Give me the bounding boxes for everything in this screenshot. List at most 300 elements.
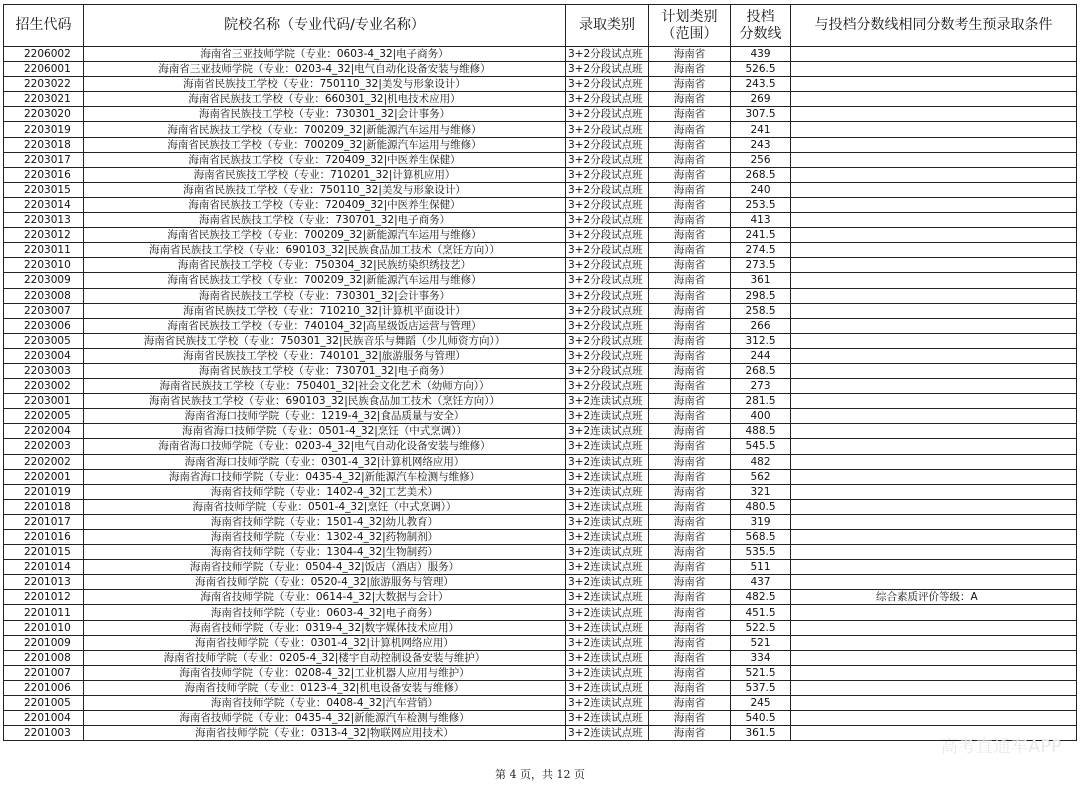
cell-score-line: 451.5 [731,605,791,620]
cell-code: 2201016 [4,530,84,545]
table-row [4,228,1077,243]
cell-tie-condition [791,379,1077,394]
cell-plan-type: 海南省 [649,288,731,303]
cell-code: 2203015 [4,182,84,197]
cell-tie-condition [791,273,1077,288]
cell-plan-type: 海南省 [649,258,731,273]
cell-tie-condition [791,182,1077,197]
cell-plan-type: 海南省 [649,137,731,152]
cell-admission-type: 3+2连读试点班 [566,484,649,499]
cell-admission-type: 3+2分段试点班 [566,182,649,197]
table-row [4,47,1077,62]
admission-score-table [3,4,1077,741]
cell-admission-type: 3+2连读试点班 [566,590,649,605]
cell-admission-type: 3+2连读试点班 [566,409,649,424]
cell-code: 2203017 [4,152,84,167]
cell-code: 2202001 [4,469,84,484]
cell-tie-condition [791,213,1077,228]
cell-tie-condition [791,560,1077,575]
cell-admission-type: 3+2分段试点班 [566,107,649,122]
cell-admission-type: 3+2分段试点班 [566,273,649,288]
cell-score-line: 312.5 [731,333,791,348]
table-row [4,77,1077,92]
table-row [4,711,1077,726]
cell-plan-type: 海南省 [649,680,731,695]
cell-plan-type: 海南省 [649,273,731,288]
cell-code: 2203006 [4,318,84,333]
cell-admission-type: 3+2分段试点班 [566,92,649,107]
cell-code: 2203011 [4,243,84,258]
cell-school-name: 海南省民族技工学校（专业：700209_32|新能源汽车运用与维修） [84,122,566,137]
cell-score-line: 334 [731,650,791,665]
cell-code: 2202005 [4,409,84,424]
cell-admission-type: 3+2连读试点班 [566,726,649,741]
table-row [4,575,1077,590]
cell-tie-condition [791,333,1077,348]
cell-plan-type: 海南省 [649,424,731,439]
cell-school-name: 海南省民族技工学校（专业：750301_32|民族音乐与舞蹈（少儿师资方向）） [84,333,566,348]
cell-score-line: 521 [731,635,791,650]
cell-tie-condition [791,47,1077,62]
table-row [4,363,1077,378]
cell-score-line: 521.5 [731,665,791,680]
cell-code: 2203001 [4,394,84,409]
table-row [4,590,1077,605]
cell-code: 2203012 [4,228,84,243]
cell-code: 2203002 [4,379,84,394]
cell-admission-type: 3+2分段试点班 [566,122,649,137]
cell-code: 2203009 [4,273,84,288]
cell-admission-type: 3+2连读试点班 [566,439,649,454]
cell-school-name: 海南省海口技师学院（专业：0301-4_32|计算机网络应用） [84,454,566,469]
cell-score-line: 273.5 [731,258,791,273]
cell-plan-type: 海南省 [649,484,731,499]
cell-tie-condition [791,394,1077,409]
cell-admission-type: 3+2连读试点班 [566,469,649,484]
cell-admission-type: 3+2分段试点班 [566,167,649,182]
cell-score-line: 274.5 [731,243,791,258]
cell-tie-condition [791,197,1077,212]
cell-tie-condition [791,680,1077,695]
cell-plan-type: 海南省 [649,514,731,529]
table-row [4,258,1077,273]
cell-code: 2203007 [4,303,84,318]
cell-code: 2201015 [4,545,84,560]
table-row [4,92,1077,107]
cell-tie-condition [791,62,1077,77]
admission-score-table-sheet [3,4,1077,741]
cell-tie-condition [791,92,1077,107]
cell-school-name: 海南省技师学院（专业：1302-4_32|药物制剂） [84,530,566,545]
cell-code: 2201003 [4,726,84,741]
cell-plan-type: 海南省 [649,530,731,545]
table-row [4,273,1077,288]
table-row [4,530,1077,545]
cell-school-name: 海南省海口技师学院（专业：0501-4_32|烹饪（中式烹调）） [84,424,566,439]
cell-school-name: 海南省技师学院（专业：0208-4_32|工业机器人应用与维护） [84,665,566,680]
cell-tie-condition [791,469,1077,484]
cell-score-line: 245 [731,696,791,711]
cell-admission-type: 3+2连读试点班 [566,680,649,695]
page-footer: 第 4 页，共 12 页 [495,768,585,781]
table-row [4,726,1077,741]
table-row [4,303,1077,318]
cell-admission-type: 3+2分段试点班 [566,379,649,394]
cell-school-name: 海南省技师学院（专业：1304-4_32|生物制药） [84,545,566,560]
cell-school-name: 海南省民族技工学校（专业：660301_32|机电技术应用） [84,92,566,107]
cell-plan-type: 海南省 [649,303,731,318]
cell-school-name: 海南省民族技工学校（专业：740104_32|高星级饭店运营与管理） [84,318,566,333]
cell-school-name: 海南省技师学院（专业：0603-4_32|电子商务） [84,605,566,620]
cell-admission-type: 3+2连读试点班 [566,635,649,650]
cell-admission-type: 3+2连读试点班 [566,696,649,711]
cell-plan-type: 海南省 [649,650,731,665]
table-row [4,197,1077,212]
cell-code: 2203004 [4,348,84,363]
cell-school-name: 海南省技师学院（专业：0408-4_32|汽车营销） [84,696,566,711]
cell-school-name: 海南省民族技工学校（专业：730701_32|电子商务） [84,213,566,228]
cell-code: 2206001 [4,62,84,77]
cell-plan-type: 海南省 [649,590,731,605]
cell-tie-condition [791,696,1077,711]
cell-tie-condition [791,167,1077,182]
table-row [4,167,1077,182]
cell-school-name: 海南省三亚技师学院（专业：0603-4_32|电子商务） [84,47,566,62]
cell-tie-condition [791,635,1077,650]
cell-score-line: 482 [731,454,791,469]
cell-school-name: 海南省民族技工学校（专业：720409_32|中医养生保健） [84,152,566,167]
cell-admission-type: 3+2连读试点班 [566,620,649,635]
cell-score-line: 540.5 [731,711,791,726]
table-row [4,107,1077,122]
table-row [4,560,1077,575]
cell-plan-type: 海南省 [649,711,731,726]
cell-score-line: 307.5 [731,107,791,122]
cell-plan-type: 海南省 [649,152,731,167]
cell-tie-condition [791,620,1077,635]
cell-admission-type: 3+2连读试点班 [566,499,649,514]
cell-tie-condition [791,122,1077,137]
cell-school-name: 海南省民族技工学校（专业：690103_32|民族食品加工技术（烹饪方向）） [84,394,566,409]
cell-code: 2201013 [4,575,84,590]
cell-tie-condition [791,424,1077,439]
cell-code: 2202002 [4,454,84,469]
cell-score-line: 241.5 [731,228,791,243]
cell-school-name: 海南省民族技工学校（专业：720409_32|中医养生保健） [84,197,566,212]
cell-score-line: 240 [731,182,791,197]
cell-plan-type: 海南省 [649,107,731,122]
cell-code: 2201018 [4,499,84,514]
cell-code: 2201012 [4,590,84,605]
header-plan-type-line2: （范围） [661,25,718,42]
cell-code: 2203019 [4,122,84,137]
cell-plan-type: 海南省 [649,560,731,575]
cell-score-line: 413 [731,213,791,228]
cell-plan-type: 海南省 [649,454,731,469]
cell-score-line: 258.5 [731,303,791,318]
table-row [4,605,1077,620]
cell-score-line: 439 [731,47,791,62]
cell-code: 2203020 [4,107,84,122]
cell-admission-type: 3+2分段试点班 [566,213,649,228]
cell-code: 2201008 [4,650,84,665]
table-row [4,665,1077,680]
cell-score-line: 537.5 [731,680,791,695]
table-row [4,439,1077,454]
cell-plan-type: 海南省 [649,635,731,650]
cell-score-line: 511 [731,560,791,575]
cell-school-name: 海南省民族技工学校（专业：740101_32|旅游服务与管理） [84,348,566,363]
header-plan-type [649,5,731,47]
cell-plan-type: 海南省 [649,122,731,137]
table-row [4,318,1077,333]
cell-tie-condition [791,650,1077,665]
cell-plan-type: 海南省 [649,167,731,182]
cell-code: 2201017 [4,514,84,529]
cell-tie-condition [791,409,1077,424]
cell-code: 2202003 [4,439,84,454]
cell-tie-condition [791,665,1077,680]
cell-score-line: 266 [731,318,791,333]
table-row [4,379,1077,394]
cell-plan-type: 海南省 [649,439,731,454]
cell-score-line: 400 [731,409,791,424]
cell-code: 2201010 [4,620,84,635]
cell-admission-type: 3+2分段试点班 [566,152,649,167]
cell-plan-type: 海南省 [649,620,731,635]
cell-code: 2203008 [4,288,84,303]
table-row [4,635,1077,650]
cell-score-line: 361 [731,273,791,288]
cell-score-line: 298.5 [731,288,791,303]
table-row [4,499,1077,514]
cell-tie-condition [791,439,1077,454]
cell-school-name: 海南省民族技工学校（专业：700209_32|新能源汽车运用与维修） [84,228,566,243]
cell-admission-type: 3+2分段试点班 [566,363,649,378]
table-row [4,152,1077,167]
header-score-line1: 投档 [746,8,775,25]
cell-school-name: 海南省技师学院（专业：0319-4_32|数字媒体技术应用） [84,620,566,635]
header-code: 招生代码 [4,5,84,47]
cell-tie-condition [791,303,1077,318]
cell-score-line: 321 [731,484,791,499]
cell-tie-condition [791,348,1077,363]
cell-plan-type: 海南省 [649,318,731,333]
cell-school-name: 海南省技师学院（专业：0313-4_32|物联网应用技术） [84,726,566,741]
header-school-name: 院校名称（专业代码/专业名称） [84,5,566,47]
cell-school-name: 海南省技师学院（专业：0301-4_32|计算机网络应用） [84,635,566,650]
cell-plan-type: 海南省 [649,605,731,620]
cell-score-line: 526.5 [731,62,791,77]
cell-tie-condition [791,152,1077,167]
cell-school-name: 海南省技师学院（专业：0123-4_32|机电设备安装与维修） [84,680,566,695]
cell-tie-condition [791,605,1077,620]
cell-code: 2201004 [4,711,84,726]
cell-code: 2206002 [4,47,84,62]
cell-school-name: 海南省三亚技师学院（专业：0203-4_32|电气自动化设备安装与维修） [84,62,566,77]
cell-school-name: 海南省技师学院（专业：0614-4_32|大数据与会计） [84,590,566,605]
cell-code: 2201011 [4,605,84,620]
cell-tie-condition [791,530,1077,545]
table-row [4,213,1077,228]
cell-tie-condition [791,363,1077,378]
cell-school-name: 海南省民族技工学校（专业：710210_32|计算机平面设计） [84,303,566,318]
cell-score-line: 244 [731,348,791,363]
cell-plan-type: 海南省 [649,696,731,711]
cell-admission-type: 3+2连读试点班 [566,650,649,665]
cell-admission-type: 3+2分段试点班 [566,258,649,273]
cell-plan-type: 海南省 [649,545,731,560]
cell-plan-type: 海南省 [649,394,731,409]
table-row [4,454,1077,469]
cell-plan-type: 海南省 [649,379,731,394]
cell-school-name: 海南省技师学院（专业：0504-4_32|饭店（酒店）服务） [84,560,566,575]
table-row [4,484,1077,499]
cell-code: 2201009 [4,635,84,650]
cell-admission-type: 3+2连读试点班 [566,545,649,560]
cell-plan-type: 海南省 [649,333,731,348]
cell-school-name: 海南省民族技工学校（专业：730701_32|电子商务） [84,363,566,378]
table-body [4,47,1077,741]
cell-plan-type: 海南省 [649,92,731,107]
cell-school-name: 海南省民族技工学校（专业：710201_32|计算机应用） [84,167,566,182]
cell-admission-type: 3+2连读试点班 [566,514,649,529]
cell-admission-type: 3+2连读试点班 [566,560,649,575]
cell-school-name: 海南省民族技工学校（专业：750110_32|美发与形象设计） [84,182,566,197]
table-row [4,348,1077,363]
cell-admission-type: 3+2分段试点班 [566,228,649,243]
cell-code: 2203018 [4,137,84,152]
cell-plan-type: 海南省 [649,213,731,228]
cell-tie-condition [791,545,1077,560]
cell-tie-condition [791,484,1077,499]
cell-school-name: 海南省民族技工学校（专业：750304_32|民族纺染织绣技艺） [84,258,566,273]
header-tie-condition: 与投档分数线相同分数考生预录取条件 [791,5,1077,47]
header-score-line [731,5,791,47]
cell-code: 2201006 [4,680,84,695]
cell-score-line: 480.5 [731,499,791,514]
cell-school-name: 海南省民族技工学校（专业：730301_32|会计事务） [84,107,566,122]
cell-school-name: 海南省技师学院（专业：0435-4_32|新能源汽车检测与维修） [84,711,566,726]
cell-code: 2203005 [4,333,84,348]
table-row [4,333,1077,348]
cell-plan-type: 海南省 [649,197,731,212]
cell-school-name: 海南省民族技工学校（专业：750110_32|美发与形象设计） [84,77,566,92]
cell-tie-condition [791,514,1077,529]
cell-code: 2201007 [4,665,84,680]
table-row [4,469,1077,484]
cell-school-name: 海南省民族技工学校（专业：690103_32|民族食品加工技术（烹饪方向）） [84,243,566,258]
cell-code: 2203013 [4,213,84,228]
cell-school-name: 海南省民族技工学校（专业：700209_32|新能源汽车运用与维修） [84,137,566,152]
cell-plan-type: 海南省 [649,363,731,378]
header-plan-type-line1: 计划类别 [661,8,718,25]
cell-school-name: 海南省海口技师学院（专业：0203-4_32|电气自动化设备安装与维修） [84,439,566,454]
cell-score-line: 488.5 [731,424,791,439]
cell-admission-type: 3+2分段试点班 [566,197,649,212]
table-row [4,62,1077,77]
cell-school-name: 海南省技师学院（专业：0501-4_32|烹饪（中式烹调）） [84,499,566,514]
cell-tie-condition [791,137,1077,152]
cell-school-name: 海南省技师学院（专业：1402-4_32|工艺美术） [84,484,566,499]
cell-score-line: 243.5 [731,77,791,92]
cell-school-name: 海南省民族技工学校（专业：750401_32|社会文化艺术（幼师方向）） [84,379,566,394]
cell-plan-type: 海南省 [649,665,731,680]
table-row [4,696,1077,711]
cell-school-name: 海南省技师学院（专业：0205-4_32|楼宇自动控制设备安装与维护） [84,650,566,665]
cell-score-line: 482.5 [731,590,791,605]
cell-score-line: 273 [731,379,791,394]
cell-score-line: 319 [731,514,791,529]
cell-code: 2203003 [4,363,84,378]
cell-plan-type: 海南省 [649,499,731,514]
cell-admission-type: 3+2分段试点班 [566,318,649,333]
table-row [4,680,1077,695]
cell-tie-condition [791,711,1077,726]
cell-admission-type: 3+2分段试点班 [566,333,649,348]
cell-admission-type: 3+2连读试点班 [566,424,649,439]
cell-tie-condition [791,575,1077,590]
cell-tie-condition [791,228,1077,243]
cell-plan-type: 海南省 [649,182,731,197]
cell-admission-type: 3+2连读试点班 [566,711,649,726]
cell-school-name: 海南省技师学院（专业：1501-4_32|幼儿教育） [84,514,566,529]
cell-tie-condition [791,499,1077,514]
cell-score-line: 361.5 [731,726,791,741]
cell-tie-condition [791,288,1077,303]
cell-score-line: 243 [731,137,791,152]
cell-admission-type: 3+2分段试点班 [566,288,649,303]
cell-score-line: 535.5 [731,545,791,560]
table-row [4,545,1077,560]
cell-tie-condition [791,318,1077,333]
header-admission-type: 录取类别 [566,5,649,47]
cell-score-line: 256 [731,152,791,167]
cell-admission-type: 3+2连读试点班 [566,605,649,620]
cell-code: 2202004 [4,424,84,439]
table-row [4,650,1077,665]
cell-tie-condition [791,258,1077,273]
cell-plan-type: 海南省 [649,726,731,741]
table-row [4,243,1077,258]
cell-tie-condition: 综合素质评价等级：A [791,590,1077,605]
cell-code: 2201014 [4,560,84,575]
cell-admission-type: 3+2分段试点班 [566,47,649,62]
cell-admission-type: 3+2连读试点班 [566,454,649,469]
table-header-row [4,5,1077,47]
cell-admission-type: 3+2分段试点班 [566,77,649,92]
cell-plan-type: 海南省 [649,243,731,258]
cell-tie-condition [791,107,1077,122]
cell-score-line: 268.5 [731,167,791,182]
cell-score-line: 568.5 [731,530,791,545]
cell-school-name: 海南省民族技工学校（专业：730301_32|会计事务） [84,288,566,303]
cell-code: 2203021 [4,92,84,107]
cell-score-line: 522.5 [731,620,791,635]
cell-admission-type: 3+2分段试点班 [566,243,649,258]
table-row [4,122,1077,137]
table-row [4,514,1077,529]
cell-school-name: 海南省海口技师学院（专业：1219-4_32|食品质量与安全） [84,409,566,424]
table-row [4,182,1077,197]
cell-plan-type: 海南省 [649,228,731,243]
cell-plan-type: 海南省 [649,77,731,92]
cell-plan-type: 海南省 [649,62,731,77]
cell-plan-type: 海南省 [649,47,731,62]
header-score-line2: 分数线 [739,25,782,42]
cell-code: 2203022 [4,77,84,92]
cell-score-line: 545.5 [731,439,791,454]
